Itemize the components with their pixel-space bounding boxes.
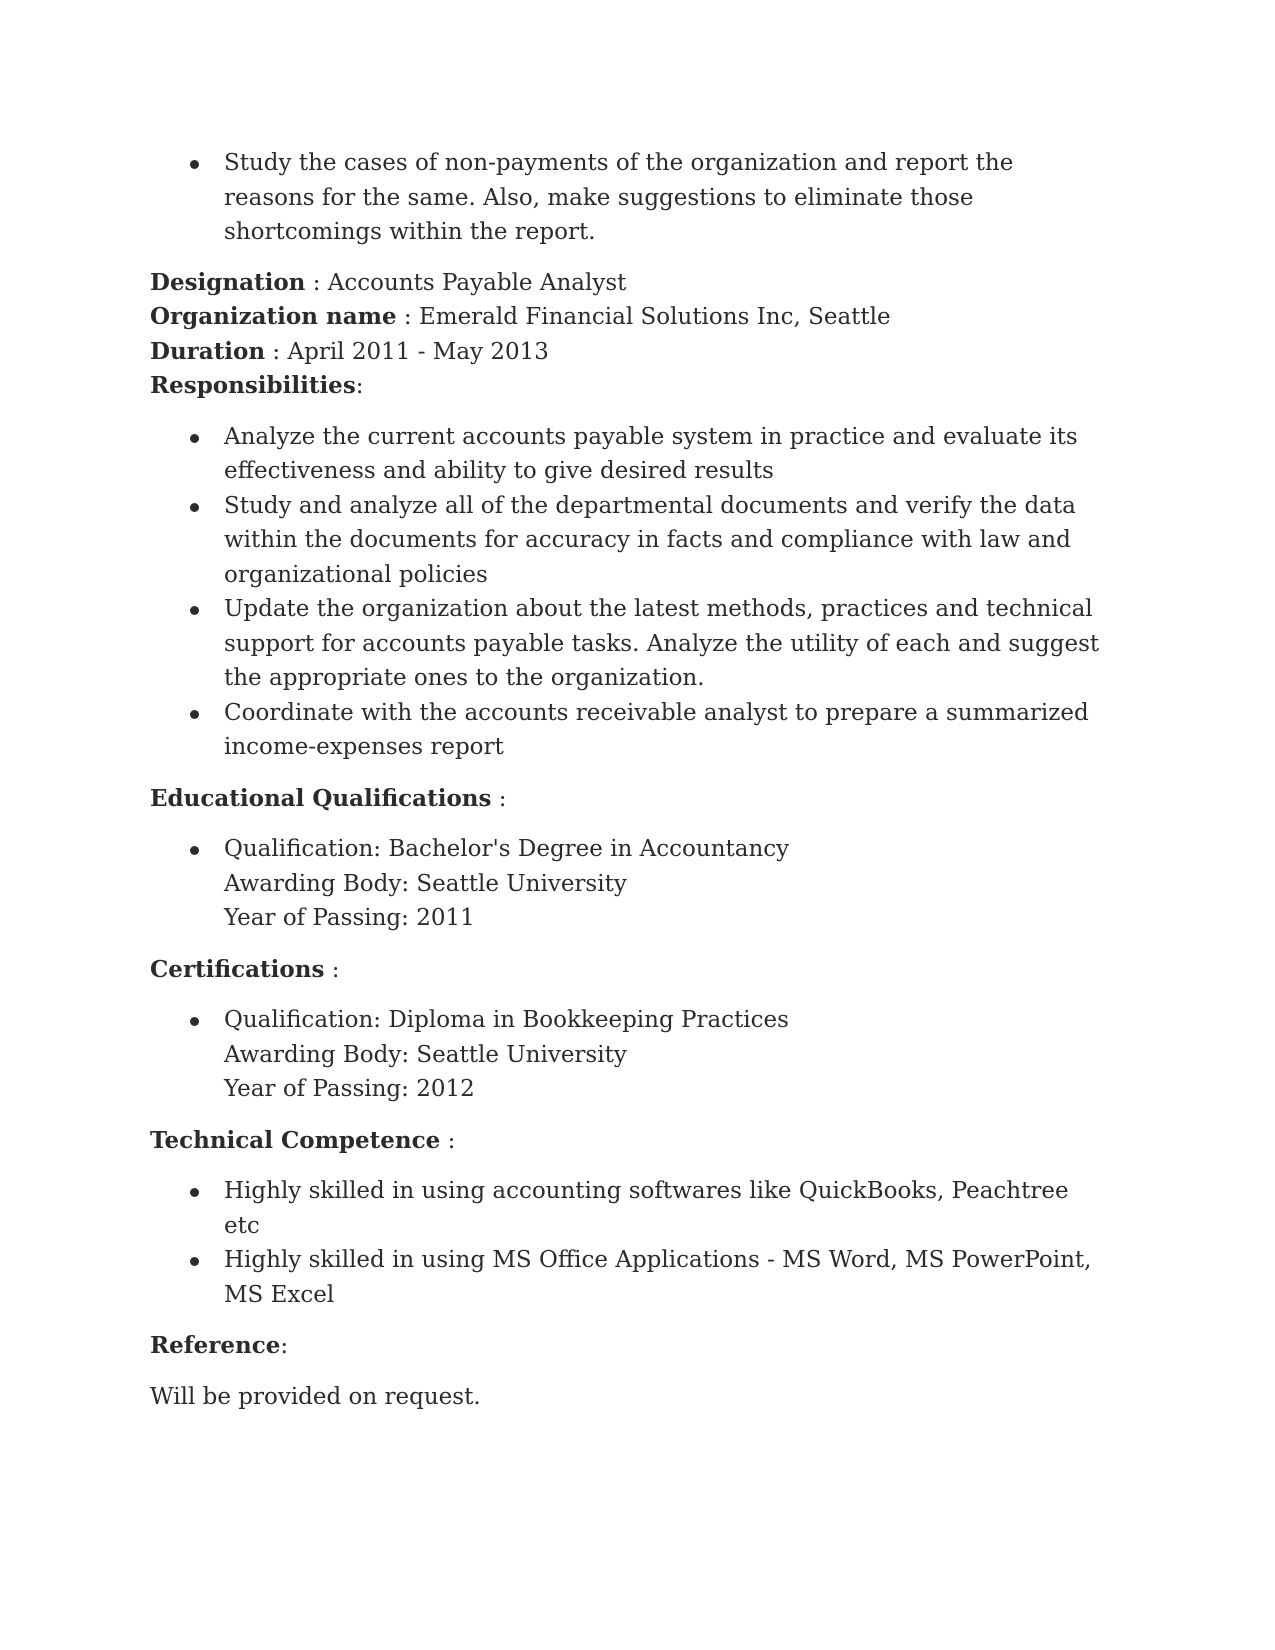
certification-qualification: Qualification: Diploma in Bookkeeping Practices bbox=[224, 1007, 789, 1033]
designation-value: : Accounts Payable Analyst bbox=[305, 269, 627, 296]
list-item bbox=[150, 832, 1110, 936]
bullet-text: Study and analyze all of the departmental documents and verify the data within the documents for accuracy in facts and compliance with law and organizational policies bbox=[224, 492, 1076, 588]
technical-list bbox=[150, 1174, 1110, 1312]
list-item bbox=[150, 1174, 1110, 1243]
certifications-heading-suffix: : bbox=[324, 956, 340, 983]
list-item bbox=[150, 1003, 1110, 1107]
bullet-icon bbox=[190, 846, 199, 855]
education-list bbox=[150, 832, 1110, 936]
designation-label: Designation bbox=[150, 268, 306, 296]
organization-label: Organization name bbox=[150, 303, 397, 330]
certification-awarding-body: Awarding Body: Seattle University bbox=[224, 1041, 627, 1068]
education-awarding-body: Awarding Body: Seattle University bbox=[224, 870, 627, 897]
bullet-icon bbox=[190, 1017, 199, 1026]
bullet-icon bbox=[190, 606, 199, 615]
technical-heading-suffix: : bbox=[440, 1127, 456, 1154]
education-heading bbox=[150, 782, 1110, 817]
duration-value: : April 2011 - May 2013 bbox=[265, 338, 549, 365]
intro-bullet-list bbox=[150, 146, 1110, 250]
reference-heading-suffix: : bbox=[280, 1333, 289, 1359]
duration-line bbox=[150, 335, 1110, 370]
certifications-heading-label: Certifications bbox=[150, 955, 325, 983]
resume-page bbox=[150, 146, 1110, 1414]
bullet-text: Highly skilled in using MS Office Applications - MS Word, MS PowerPoint, MS Excel bbox=[224, 1247, 1092, 1308]
responsibilities-colon: : bbox=[355, 373, 364, 399]
list-item bbox=[150, 592, 1110, 696]
certifications-list bbox=[150, 1003, 1110, 1107]
bullet-icon bbox=[190, 710, 199, 719]
certifications-heading bbox=[150, 953, 1110, 988]
duration-label: Duration bbox=[150, 337, 266, 365]
bullet-text: Study the cases of non-payments of the organization and report the reasons for the same. Also, make suggestions to eliminate those shortcomings within the report. bbox=[224, 150, 1014, 245]
list-item bbox=[150, 696, 1110, 765]
education-qualification: Qualification: Bachelor's Degree in Accountancy bbox=[224, 836, 790, 862]
education-heading-label: Educational Qualifications bbox=[150, 784, 492, 812]
bullet-icon bbox=[190, 503, 199, 512]
bullet-icon bbox=[190, 434, 199, 443]
bullet-icon bbox=[190, 1257, 199, 1266]
bullet-text: Highly skilled in using accounting softwares like QuickBooks, Peachtree etc bbox=[224, 1178, 1069, 1239]
list-item bbox=[150, 489, 1110, 593]
list-item bbox=[150, 420, 1110, 489]
responsibilities-heading bbox=[150, 369, 1110, 404]
education-heading-suffix: : bbox=[491, 785, 507, 812]
list-item bbox=[150, 146, 1110, 250]
organization-line bbox=[150, 300, 1110, 335]
organization-value: : Emerald Financial Solutions Inc, Seattle bbox=[396, 304, 891, 330]
reference-heading-label: Reference bbox=[150, 1332, 281, 1359]
technical-heading-label: Technical Competence bbox=[150, 1126, 441, 1154]
responsibilities-label: Responsibilities bbox=[150, 372, 356, 399]
bullet-text: Update the organization about the latest methods, practices and technical support for accounts payable tasks. Analyze the utility of each and suggest the appropriate ones to the organization. bbox=[224, 596, 1100, 691]
certification-year: Year of Passing: 2012 bbox=[224, 1076, 475, 1102]
list-item bbox=[150, 1243, 1110, 1312]
bullet-text: Analyze the current accounts payable system in practice and evaluate its effectiveness and ability to give desired results bbox=[224, 423, 1078, 484]
bullet-icon bbox=[190, 160, 199, 169]
bullet-text: Coordinate with the accounts receivable analyst to prepare a summarized income-expenses report bbox=[224, 699, 1089, 760]
reference-heading bbox=[150, 1329, 1110, 1364]
bullet-icon bbox=[190, 1188, 199, 1197]
designation-line bbox=[150, 266, 1110, 301]
responsibilities-list bbox=[150, 420, 1110, 765]
reference-text: Will be provided on request. bbox=[150, 1383, 481, 1410]
technical-heading bbox=[150, 1124, 1110, 1159]
education-year: Year of Passing: 2011 bbox=[224, 905, 475, 931]
